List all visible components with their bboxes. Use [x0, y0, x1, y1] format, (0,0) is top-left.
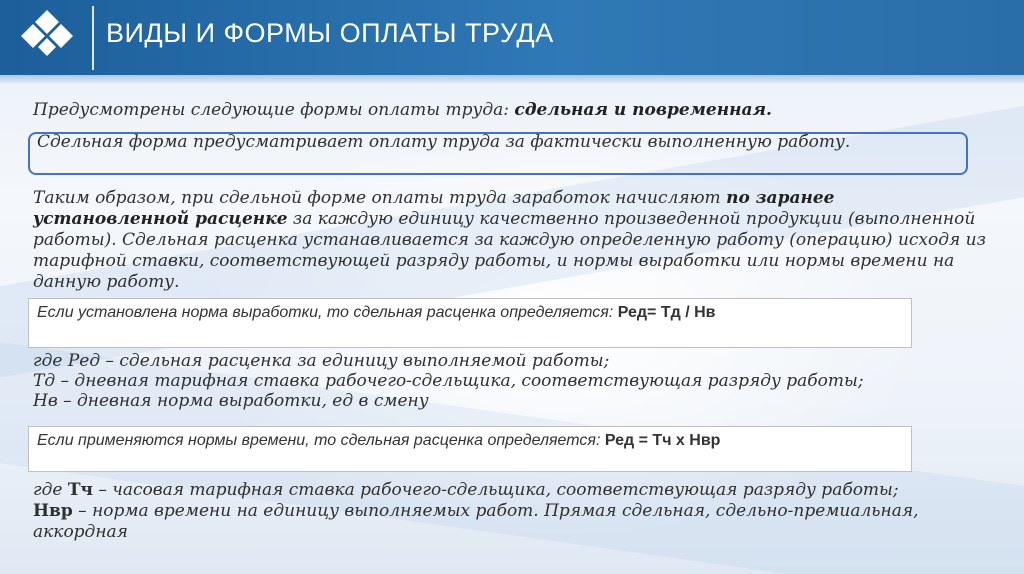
intro-line: [33, 100, 993, 121]
paragraph-text: Таким образом, при сдельной форме оплаты труда заработок начисляют: [33, 188, 727, 208]
definition-line: где Ред – сдельная расценка за единицу выполняемой работы;: [33, 351, 610, 371]
definitions-block-2: [33, 480, 993, 543]
definitions-block-1: [33, 351, 988, 427]
intro-text: Предусмотрены следующие формы оплаты труда:: [33, 100, 515, 120]
defs-term-tch: Тч: [67, 480, 93, 500]
formula-bold: Ред= Тд / Нв: [617, 304, 716, 321]
definition-line: Тд – дневная тарифная ставка рабочего-сдельщика, соответствующая разряду работы;: [33, 371, 864, 391]
formula-text: Если установлена норма выработки, то сдельная расценка определяется:: [37, 304, 618, 321]
defs-text: – норма времени на единицу выполняемых работ. Прямая сдельная, сдельно-премиальная, аккордная: [33, 501, 919, 542]
definition-line: Нв – дневная норма выработки, ед в смену: [33, 391, 429, 411]
paragraph-text-cont: за каждую единицу качественно произведенной продукции (выполненной работы). Сдельная расценка устанавливается за каждую определенную работу (операцию) исходя из тарифной ставки, соответствующей разряду работы, и нормы выработки или нормы времени на данную работу.: [33, 209, 986, 292]
formula-box-time-norm: [28, 426, 912, 472]
defs-term-nvr: Нвр: [33, 501, 73, 521]
page-title: ВИДЫ И ФОРМЫ ОПЛАТЫ ТРУДА: [106, 18, 554, 48]
defs-prefix: где: [33, 480, 68, 500]
header-divider: [92, 6, 94, 70]
formula-box-output-norm: [28, 298, 912, 348]
intro-bold: сдельная и повременная.: [514, 100, 772, 120]
piecework-paragraph: [33, 188, 988, 293]
header-shadow: [0, 75, 1024, 85]
formula-text: Если применяются нормы времени, то сдельная расценка определяется:: [37, 432, 605, 449]
formula-bold: Ред = Тч х Нвр: [604, 432, 721, 449]
diamond-logo-icon: [14, 4, 80, 70]
defs-text: – часовая тарифная ставка рабочего-сдельщика, соответствующая разряду работы;: [92, 480, 899, 500]
paragraph-bold: по заранее установленной расценке: [33, 188, 835, 229]
piecework-definition: Сдельная форма предусматривает оплату труда за фактически выполненную работу.: [37, 132, 851, 152]
header-bar: [0, 0, 1024, 75]
